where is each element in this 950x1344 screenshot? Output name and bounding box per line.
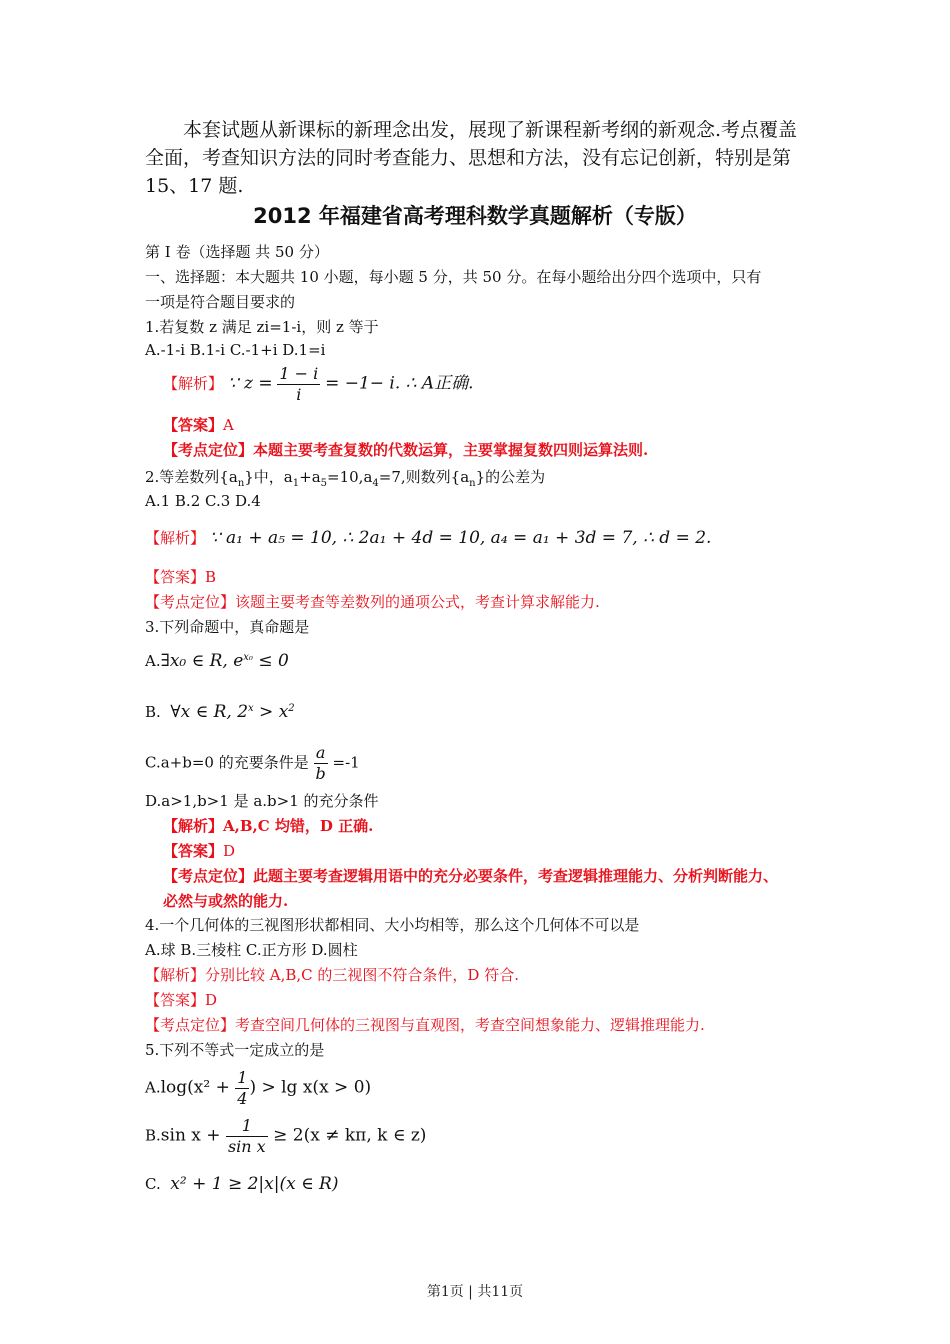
q3-option-c-fraction [314, 743, 328, 784]
q5-option-a-math-1: log(x² + [160, 1077, 236, 1098]
q5-option-b-fraction [226, 1116, 268, 1157]
page-title: 2012 年福建省高考理科数学真题解析（专版） [253, 204, 697, 228]
q2-stem-e: =7,则数列{a [378, 468, 470, 486]
q3-option-c-post: =-1 [332, 753, 360, 772]
q2-stem-d: =10,a [327, 468, 373, 486]
q3-kaodian-1 [163, 865, 778, 886]
q3-option-b-letter: B. [145, 703, 161, 721]
intro-line-1: 本套试题从新课标的新理念出发，展现了新课程新考纲的新观念.考点覆盖 [183, 119, 798, 141]
q4-options: A.球 B.三棱柱 C.正方形 D.圆柱 [145, 941, 358, 959]
q1-answer [163, 414, 234, 435]
q2-options: A.1 B.2 C.3 D.4 [145, 492, 261, 510]
q2-jiexi [145, 527, 711, 548]
q4-jiexi [145, 964, 519, 985]
q1-options: A.-1-i B.1-i C.-1+i D.1=i [145, 341, 326, 359]
q4-jiexi-label: 【解析】 [145, 966, 206, 984]
q2-sub-5: 5 [320, 478, 328, 489]
q1-jiexi [163, 364, 474, 405]
q3-option-b-sup2: 2 [288, 703, 295, 714]
q2-sub-4: 4 [372, 478, 379, 489]
q1-fraction [277, 364, 320, 405]
q3-option-b-sup: x [248, 703, 254, 714]
q1-jiexi-post: = −1− i. ∴ A正确. [325, 373, 474, 394]
q3-answer-label: 【答案】 [163, 842, 224, 860]
q5-option-a-num: 1 [237, 1068, 248, 1087]
q3-kaodian-text-1: 此题主要考查逻辑用语中的充分必要条件，考查逻辑推理能力、分析判断能力、 [253, 867, 779, 885]
q5-option-b-num: 1 [226, 1116, 268, 1137]
q2-answer-label: 【答案】 [145, 568, 206, 586]
q2-stem-f: }的公差为 [475, 468, 546, 486]
q2-sub-n-2: n [469, 478, 476, 489]
q1-jiexi-label: 【解析】 [163, 374, 224, 393]
q3-jiexi-label: 【解析】 [163, 817, 224, 835]
q4-jiexi-text: 分别比较 A,B,C 的三视图不符合条件，D 符合. [205, 966, 519, 984]
q2-sub-1: 1 [292, 478, 300, 489]
q4-kaodian-text: 考查空间几何体的三视图与直观图，考查空间想象能力、逻辑推理能力. [235, 1016, 705, 1034]
q3-option-a-math: ∃x₀ ∈ R, e [160, 651, 244, 671]
q2-jiexi-label: 【解析】 [145, 529, 206, 547]
section-instruction-1: 一、选择题：本大题共 10 小题，每小题 5 分，共 50 分。在每小题给出分四个选项中，只有 [145, 268, 762, 286]
q3-jiexi [163, 815, 373, 836]
q1-kaodian [163, 439, 648, 460]
q5-stem: 5.下列不等式一定成立的是 [145, 1041, 325, 1059]
q3-option-c-num: a [314, 743, 328, 764]
q2-stem-b: }中，a [244, 468, 293, 486]
q3-option-a-sup: x₀ [243, 652, 253, 663]
q4-answer [145, 989, 217, 1010]
q2-stem-c: +a [299, 468, 321, 486]
q1-answer-value: A [223, 416, 234, 434]
q3-option-b-mid: > x [253, 702, 289, 722]
q4-answer-label: 【答案】 [145, 991, 206, 1009]
q1-jiexi-pre: ∵ z = [227, 373, 273, 394]
q2-stem [145, 466, 545, 489]
q3-jiexi-text: A,B,C 均错，D 正确. [223, 817, 374, 835]
q2-answer [145, 566, 216, 587]
q4-answer-value: D [205, 991, 218, 1009]
q2-answer-value: B [205, 568, 217, 586]
section-juan: 第 I 卷（选择题 共 50 分） [145, 243, 329, 261]
intro-line-3: 15、17 题. [145, 175, 244, 197]
q3-option-b [145, 702, 295, 722]
q2-kaodian-label: 【考点定位】 [145, 593, 236, 611]
q2-stem-a: 2.等差数列{a [145, 468, 238, 486]
q5-option-a [145, 1068, 371, 1109]
q3-option-c-den: b [315, 764, 326, 783]
q4-kaodian [145, 1014, 705, 1035]
q3-kaodian-2 [163, 890, 288, 911]
q5-option-b-letter: B. [145, 1126, 161, 1145]
q3-option-c-text: C.a+b=0 的充要条件是 [145, 753, 309, 772]
q5-option-b-den: sin x [227, 1137, 266, 1156]
q3-answer-value: D [223, 842, 236, 860]
q4-kaodian-label: 【考点定位】 [145, 1016, 236, 1034]
q3-answer [163, 840, 235, 861]
q5-option-b-math-2: ≥ 2(x ≠ kπ, k ∈ z) [267, 1125, 427, 1146]
q2-kaodian-text: 该题主要考查等差数列的通项公式，考查计算求解能力. [235, 593, 600, 611]
q2-sub-n: n [237, 478, 245, 489]
q5-option-c [145, 1174, 339, 1194]
q3-option-a [145, 651, 289, 671]
q5-option-c-letter: C. [145, 1175, 161, 1193]
q3-option-b-math: ∀x ∈ R, 2 [170, 702, 249, 722]
q5-option-a-letter: A. [145, 1078, 161, 1097]
q5-option-c-math: x² + 1 ≥ 2|x|(x ∈ R) [170, 1174, 339, 1194]
intro-line-2: 全面，考查知识方法的同时考查能力、思想和方法，没有忘记创新，特别是第 [145, 147, 792, 169]
q3-kaodian-text-2: 必然与或然的能力. [163, 892, 289, 910]
q3-option-a-letter: A. [145, 652, 161, 670]
q1-stem: 1.若复数 z 满足 zi=1-i，则 z 等于 [145, 318, 379, 336]
q3-option-c [145, 743, 360, 784]
q1-kaodian-text: 本题主要考查复数的代数运算，主要掌握复数四则运算法则. [253, 441, 649, 459]
q1-answer-label: 【答案】 [163, 416, 224, 434]
q1-frac-num: 1 − i [279, 364, 319, 383]
q1-frac-den: i [296, 385, 302, 404]
q5-option-b-math-1: sin x + [160, 1125, 226, 1146]
q2-jiexi-text: ∵ a₁ + a₅ = 10, ∴ 2a₁ + 4d = 10, a₄ = a₁ + 3d = 7, ∴ d = 2. [209, 528, 712, 548]
q3-kaodian-label: 【考点定位】 [163, 867, 254, 885]
q5-option-a-math-2: ) > lg x(x > 0) [249, 1077, 372, 1098]
q5-option-b [145, 1116, 426, 1157]
q3-stem: 3.下列命题中，真命题是 [145, 618, 310, 636]
q5-option-a-den: 4 [237, 1089, 248, 1108]
q3-option-d: D.a>1,b>1 是 a.b>1 的充分条件 [145, 792, 379, 810]
q3-option-a-post: ≤ 0 [252, 651, 289, 671]
page-footer: 第1页 | 共11页 [426, 1284, 524, 1300]
q4-stem: 4.一个几何体的三视图形状都相同、大小均相等，那么这个几何体不可以是 [145, 916, 640, 934]
q2-kaodian [145, 591, 600, 612]
section-instruction-2: 一项是符合题目要求的 [145, 293, 296, 311]
q5-option-a-fraction [235, 1068, 249, 1109]
q1-kaodian-label: 【考点定位】 [163, 441, 254, 459]
intro-paragraph [145, 116, 825, 200]
